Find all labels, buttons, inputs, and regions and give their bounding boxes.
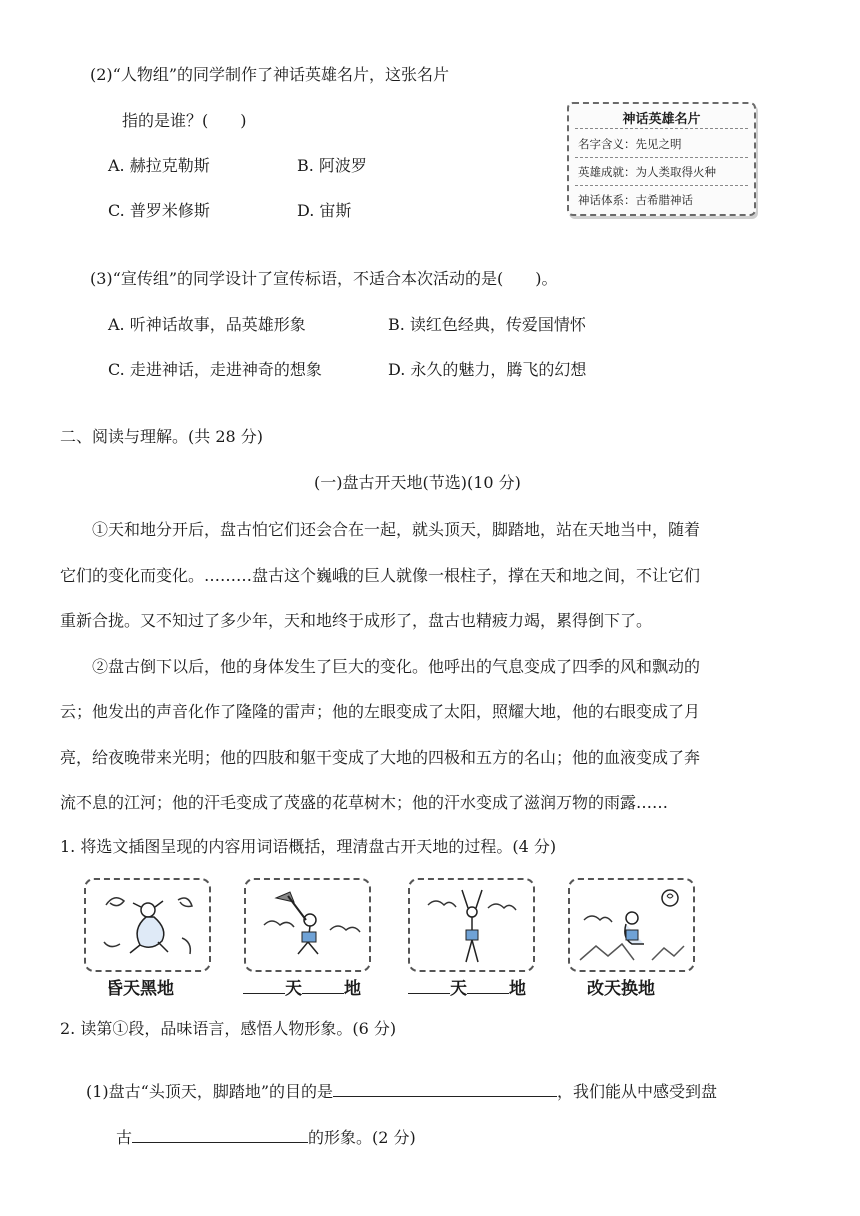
question1-stem: 1. 将选文插图呈现的内容用词语概括，理清盘古开天地的过程。(4 分) [60,837,557,856]
q3-option-b: B. 读红色经典，传爱国情怀 [388,315,586,334]
hero-card-row-name: 名字含义：先见之明 [578,137,682,151]
illustration-splitting [244,878,371,972]
hero-card-title: 神话英雄名片 [622,112,701,127]
q3-stem: (3)“宣传组”的同学设计了宣传标语，不适合本次活动的是( )。 [90,269,558,288]
hero-card-row-mythology: 神话体系：古希腊神话 [578,193,693,207]
q2-option-d: D. 宙斯 [297,201,352,220]
illustration-chaos [84,878,211,972]
hero-card-row-achievement: 英雄成就：为人类取得火种 [578,165,716,179]
paragraph2-line: 流不息的江河；他的汗毛变成了茂盛的花草树木；他的汗水变成了滋润万物的雨露…… [60,793,669,812]
paragraph1-line: 它们的变化而变化。………盘古这个巍峨的巨人就像一根柱子，撑在天和地之间，不让它们 [60,566,701,585]
caption-3-blank-1[interactable] [408,978,450,994]
illustration-transformation [568,878,695,972]
q2-stem: (2)“人物组”的同学制作了神话英雄名片，这张名片 [90,65,450,84]
caption-2: 天 地 [243,974,361,999]
illustration-holding-sky [408,878,535,972]
q3-option-a: A. 听神话故事，品英雄形象 [108,315,306,334]
q3-option-c: C. 走进神话，走进神奇的想象 [108,360,322,379]
paragraph2-line: ②盘古倒下以后，他的身体发生了巨大的变化。他呼出的气息变成了四季的风和飘动的 [92,657,701,676]
q3-option-d: D. 永久的魅力，腾飞的幻想 [388,360,587,379]
caption-4: 改天换地 [587,979,655,999]
q2-option-a: A. 赫拉克勒斯 [108,156,210,175]
paragraph2-line: 亮，给夜晚带来光明；他的四肢和躯干变成了大地的四极和五方的名山；他的血液变成了奔 [60,748,701,767]
section-heading: 二、阅读与理解。(共 28 分) [60,427,264,446]
q2-option-b: B. 阿波罗 [297,156,367,175]
caption-3: 天 地 [408,974,526,999]
answer-blank-purpose[interactable] [333,1080,557,1097]
paragraph1-line: ①天和地分开后，盘古怕它们还会合在一起，就头顶天，脚踏地，站在天地当中，随着 [92,520,701,539]
caption-3-blank-2[interactable] [467,978,509,994]
q2-option-c: C. 普罗米修斯 [108,201,210,220]
question2-sub1-line2: 古 的形象。(2 分) [116,1128,416,1147]
caption-2-blank-1[interactable] [243,978,285,994]
paragraph1-line: 重新合拢。又不知过了多少年，天和地终于成形了，盘古也精疲力竭，累得倒下了。 [60,611,653,630]
question2-stem: 2. 读第①段，品味语言，感悟人物形象。(6 分) [60,1019,397,1038]
answer-blank-image[interactable] [132,1126,308,1143]
caption-2-blank-2[interactable] [302,978,344,994]
paragraph2-line: 云；他发出的声音化作了隆隆的雷声；他的左眼变成了太阳，照耀大地，他的右眼变成了月 [60,702,701,721]
q2-stem-line2: 指的是谁？( ) [122,111,247,130]
hero-card [567,102,756,216]
passage-title: (一)盘古开天地(节选)(10 分) [314,473,521,492]
question2-sub1: (1)盘古“头顶天，脚踏地”的目的是 ，我们能从中感受到盘 [86,1082,718,1101]
caption-1: 昏天黑地 [106,979,174,999]
